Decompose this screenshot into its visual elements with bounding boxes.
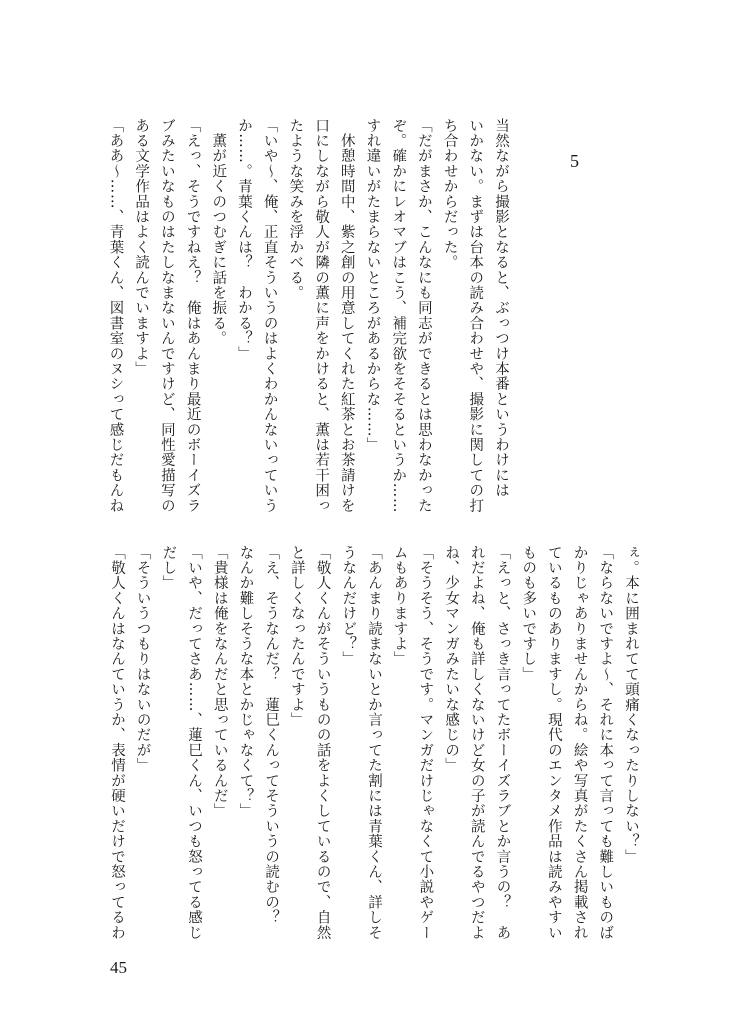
text-column: ブみたいなものはたしなまないんですけど、同性愛描写の	[158, 118, 175, 514]
text-column: 「敬人くんがそういうものの話をよくしているので、自然	[314, 545, 331, 941]
text-column: ち合わせからだった。	[441, 118, 458, 270]
text-column: ものも多いですし」	[520, 545, 537, 682]
text-column: 「敬人くんはなんていうか、表情が硬いだけで怒ってるわ	[108, 545, 125, 941]
text-column: 「だがまさか、こんなにも同志ができるとは思わなかった	[415, 118, 432, 514]
text-column: 「いや、だってさあ……、蓮巳くん、いつも怒ってる感じ	[186, 545, 203, 941]
text-column: すれ違いがたまらないところがあるからな……」	[364, 118, 381, 453]
text-column: 休憩時間中、紫之創の用意してくれた紅茶とお茶請けを	[338, 118, 355, 514]
text-column: と詳しくなったんですよ」	[288, 545, 305, 728]
text-column: うなんだけど？」	[340, 545, 357, 667]
text-column: 「あんまり読まないとか言ってた割には青葉くん、詳しそ	[365, 545, 382, 941]
text-column: だし」	[160, 545, 177, 591]
text-column: かりじゃありませんからね。絵や写真がたくさん掲載され	[571, 545, 588, 941]
text-column: 「えっと、さっき言ってたボーイズラブとか言うの？ あ	[494, 545, 511, 941]
text-column: 当然ながら撮影となると、ぶっつけ本番というわけには	[493, 118, 509, 498]
text-column: 「いや～、俺、正直そういうのはよくわかんないっていう	[261, 118, 278, 514]
text-column: ムもありますよ」	[391, 545, 408, 667]
text-column: 「そういうつもりはないのだが」	[134, 545, 151, 773]
text-column: か……。青葉くんは？ わかる？」	[235, 118, 252, 362]
text-column: いかない。まずは台本の読み合わせや、撮影に関しての打	[467, 118, 484, 514]
text-column: ぇ。本に囲まれてて頭痛くなったりしない？」	[623, 545, 639, 865]
text-column: 「ああ～……、青葉くん、図書室のヌシって感じだもんね	[107, 118, 124, 514]
page-number: 45	[110, 958, 127, 977]
text-column: なんか難しそうな本とかじゃなくて？」	[237, 545, 254, 819]
text-column: ね、少女マンガみたいな感じの」	[443, 545, 460, 773]
text-column: 薫が近くのつむぎに話を振る。	[210, 118, 227, 346]
text-column: ある文学作品はよく読んでいますよ」	[133, 118, 150, 377]
text-column: 「ならないですよ～、それに本って言っても難しいものば	[597, 545, 614, 941]
text-column: れだよね、俺も詳しくないけど女の子が読んでるやつだよ	[468, 545, 485, 941]
chapter-number: 5	[570, 151, 579, 171]
text-column: 「え、そうなんだ？ 蓮巳くんってそういうの読むの？	[263, 545, 280, 925]
text-block-lower	[103, 545, 643, 941]
text-column: 「そうそう、そうです。マンガだけじゃなくて小説やゲー	[417, 545, 434, 941]
text-column: 口にしながら敬人が隣の薫に声をかけると、薫は若干困っ	[313, 118, 330, 514]
text-block-upper	[102, 118, 513, 514]
text-column: ているものありますし。現代のエンタメ作品は読みやすい	[545, 545, 562, 941]
text-column: 「貴様は俺をなんだと思っているんだ」	[211, 545, 228, 819]
text-column: ぞ。確かにレオマブはこう、補完欲をそそるというか……	[390, 118, 407, 514]
text-column: 「えっ、そうですねえ？ 俺はあんまり最近のボーイズラ	[184, 118, 201, 514]
text-column: たような笑みを浮かべる。	[287, 118, 304, 301]
